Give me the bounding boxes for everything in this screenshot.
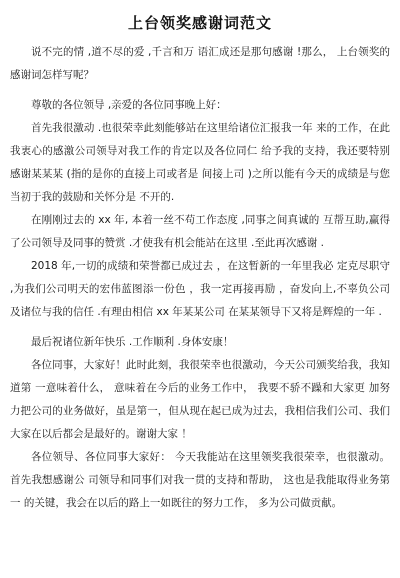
- paragraph-intro: 说不完的情 ,道不尽的爱 ,千言和万 语汇成还是那句感谢 !那么， 上台领奖的感谢词怎样写呢？: [10, 46, 390, 81]
- paragraph-salutation: 尊敬的各位领导 ,亲爱的各位同事晚上好：: [31, 99, 227, 111]
- document-title: 上台领奖感谢词范文: [127, 14, 272, 32]
- paragraph-colleagues: 各位同事，大家好！此时此刻，我很荣幸也很激动，今天公司颁奖给我，我知道第 一意味着什么， 意味着在今后的业务工作中， 我要不骄不躁和大家更 加努力把公司的业务做好，虽是第一，但从现在起已成为过去，我相信我们公司、我们大家在以后都会是最好的。谢谢大家 ！: [10, 359, 390, 440]
- paragraph-leaders: 各位领导、各位同事大家好： 今天我能站在这里领奖我很荣幸，也很激动。首先我想感谢公 司领导和同事们对我一贯的支持和帮助， 这也是我能取得业务第一 的关键，我会在以后的路上一如既往的努力工作， 多为公司做贡献。: [10, 451, 390, 509]
- paragraph-thanks: 首先我很激动 .也很荣幸此刻能够站在这里给诸位汇报我一年 来的工作，在此我衷心的感激公司领导对我工作的肯定以及各位同仁 给予我的支持，我还要特别感谢某某某 (指的是你的直接上司或者是 间接上司 )之所以能有今天的成绩是与您当初于我的鼓励和关怀分是 不开的.: [10, 122, 390, 203]
- document-body: [0, 36, 400, 515]
- paragraph-wishes: 最后祝诸位新年快乐 .工作顺利 .身体安康！: [31, 336, 234, 348]
- paragraph-past-year: 在刚刚过去的 xx 年, 本着一丝不苟工作态度 ,同事之间真诚的 互帮互助,赢得了公司领导及同事的赞赏 .才使我有机会能站在这里 .至此再次感谢 .: [10, 214, 390, 249]
- paragraph-new-year: 2018 年,一切的成绩和荣誉都已成过去 ，在这暂新的一年里我必 定克尽职守 ,为我们公司明天的宏伟蓝图添一份色 ，我一定再接再励 ，奋发向上,不辜负公司及诸位与我的信任 .有理由相信 xx 年某某公司 在某某领导下又将是辉煌的一年 .: [10, 260, 390, 318]
